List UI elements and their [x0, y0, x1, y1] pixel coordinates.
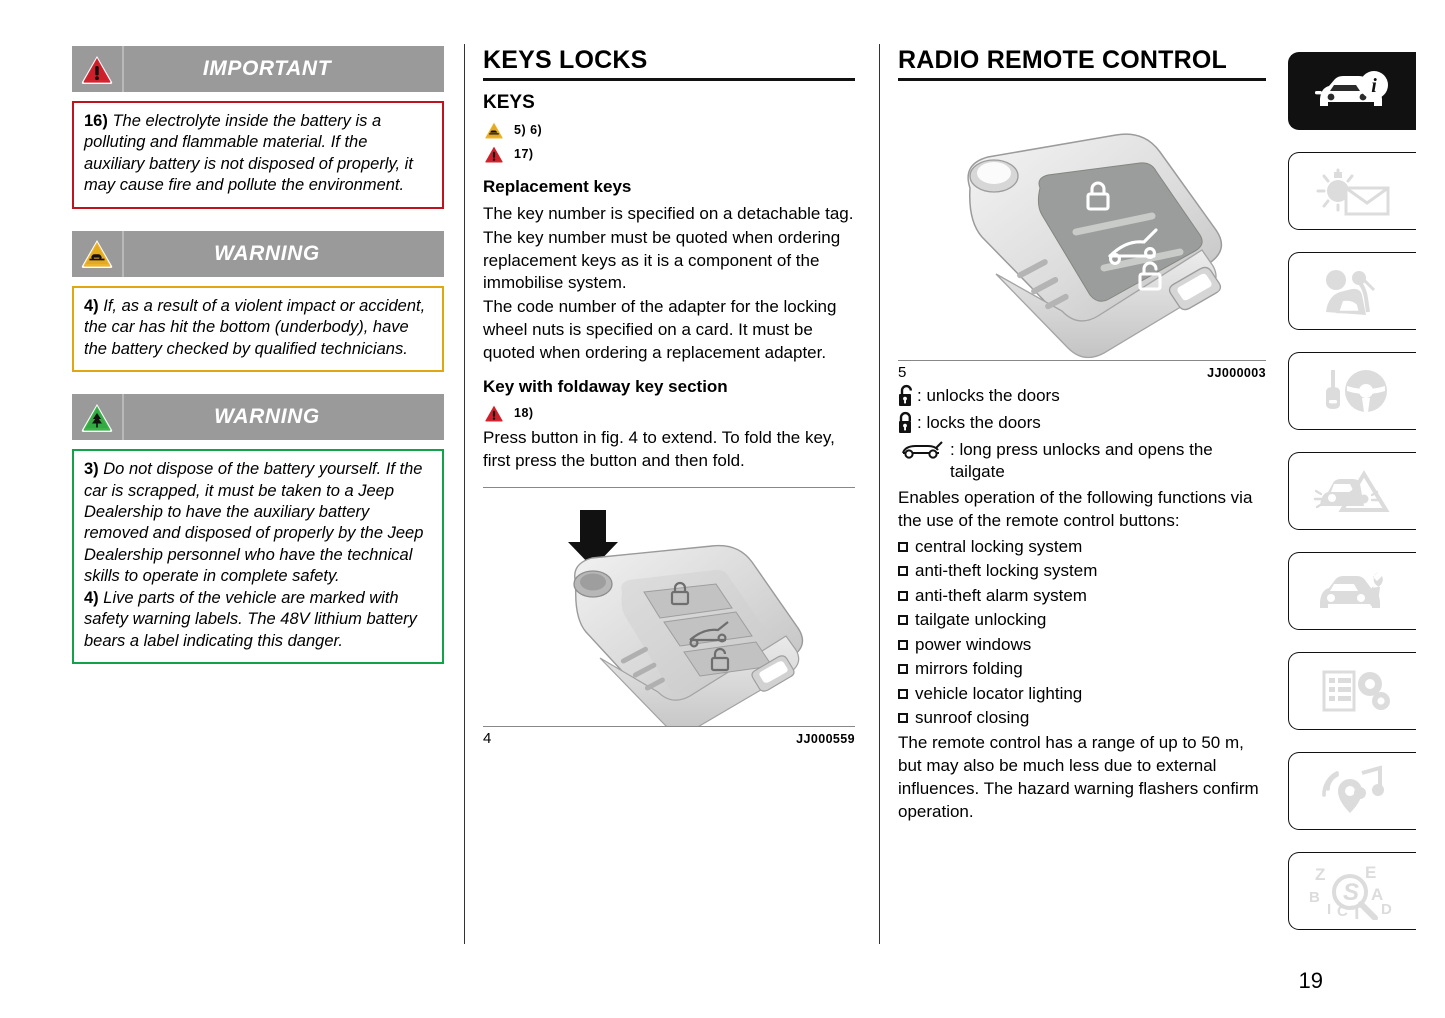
list-item-label: central locking system: [915, 536, 1083, 556]
music-signal-icon: [1312, 765, 1394, 817]
warning-reference-row: [483, 403, 855, 423]
square-bullet-icon: [898, 542, 908, 552]
square-bullet-icon: [898, 640, 908, 650]
sidebar-tab-dashboard-and-controls[interactable]: [1288, 52, 1416, 130]
warning-text: If, as a result of a violent impact or accident, the car has hit the bottom (underbody), have the battery checked by qualified technicians.: [84, 296, 426, 358]
page-title: KEYS LOCKS: [483, 46, 855, 81]
hazard-warning-triangle-car-icon: [1312, 466, 1394, 516]
paragraph: The remote control has a range of up to 50 m, but may also be much less due to external influences. The hazard warning flashers confirm operation.: [898, 733, 1259, 821]
list-item-label: anti-theft locking system: [915, 561, 1098, 581]
banner-title: WARNING: [214, 241, 320, 265]
svg-text:C: C: [1336, 903, 1348, 920]
warning-block-yellow: [72, 231, 444, 372]
list-item: [898, 682, 1266, 706]
car-info-icon: [1312, 69, 1394, 113]
column-divider-2: [879, 44, 880, 944]
square-bullet-icon: [898, 615, 908, 625]
square-bullet-icon: [898, 566, 908, 576]
banner-warning-green: [72, 394, 444, 440]
sidebar-tab-safety-devices-lights[interactable]: [1288, 152, 1416, 230]
page-number: 19: [1298, 968, 1323, 993]
list-item: [898, 559, 1266, 583]
banner-title: WARNING: [214, 405, 320, 429]
list-item: [898, 706, 1266, 730]
sidebar-tab-occupant-safety[interactable]: [1288, 252, 1416, 330]
warning-text-box: [72, 286, 444, 372]
figure-5: [898, 92, 1266, 381]
warning-ref: 16): [84, 112, 108, 130]
warning-ref: 4): [84, 296, 99, 315]
middle-column: [483, 46, 855, 747]
banner-important: [72, 46, 444, 92]
list-item: [898, 608, 1266, 632]
heading-replacement-keys: Replacement keys: [483, 177, 632, 196]
left-column: [72, 46, 444, 686]
list-item: [898, 584, 1266, 608]
legend-item: [898, 383, 1266, 408]
list-item-label: sunroof closing: [915, 708, 1030, 727]
warning-block-green: [72, 394, 444, 664]
unlock-padlock-icon: [898, 383, 915, 408]
warning-reference-numbers: 5) 6): [514, 123, 543, 137]
warning-reference-numbers: 17): [514, 147, 534, 161]
sun-envelope-icon: [1312, 166, 1394, 216]
legend-text: : locks the doors: [917, 413, 1041, 432]
warning-block-important: [72, 46, 444, 209]
red-triangle-exclamation-icon: [483, 144, 505, 164]
sidebar-tab-alphabetical-index[interactable]: [1288, 852, 1416, 930]
list-item-label: anti-theft alarm system: [915, 585, 1087, 605]
svg-text:Z: Z: [1314, 865, 1325, 884]
warning-reference-row: [483, 120, 855, 140]
warning-text-2: Live parts of the vehicle are marked with safety warning labels. The 48V lithium battery bears a label indicating this danger.: [84, 588, 417, 650]
warning-text: Do not dispose of the battery yourself. If the car is scrapped, it must be taken to a Jeep Dealership to have the auxiliary battery removed and disposed of properly by the Jeep Dealership personnel who have the technical skills to operate in complete safety.: [84, 460, 424, 586]
column-divider-1: [464, 44, 465, 944]
figure-number: 5: [898, 364, 907, 381]
svg-text:E: E: [1364, 863, 1376, 882]
magnifier-letters-icon: [1305, 862, 1401, 920]
sidebar-tab-maintenance-and-care[interactable]: [1288, 552, 1416, 630]
sidebar-tab-multimedia[interactable]: [1288, 752, 1416, 830]
list-item: [898, 657, 1266, 681]
figure-code: JJ000003: [1207, 366, 1266, 380]
figure-code: JJ000559: [796, 731, 855, 746]
heading-foldaway-key: Key with foldaway key section: [483, 377, 728, 397]
list-item-label: vehicle locator lighting: [915, 683, 1083, 703]
paragraph: The code number of the adapter for the locking wheel nuts is specified on a card. It must be quoted when ordering a replacement adapter.: [483, 297, 837, 362]
warning-text-box: [72, 101, 444, 209]
radio-remote-control-key-fob-illustration: [898, 92, 1266, 360]
square-bullet-icon: [898, 689, 908, 699]
yellow-triangle-car-skid-icon: [72, 231, 124, 277]
legend-text: : unlocks the doors: [917, 386, 1060, 405]
svg-text:T: T: [1350, 903, 1363, 920]
banner-warning-yellow: [72, 231, 444, 277]
square-bullet-icon: [898, 713, 908, 723]
subsection-title-keys: KEYS: [483, 92, 535, 113]
section-title-radio-remote-control: RADIO REMOTE CONTROL: [898, 46, 1266, 81]
warning-text: The electrolyte inside the battery is a polluting and flammable material. If the auxiliary battery is not disposed of properly, it may cause fire and pollute the environment.: [84, 112, 413, 195]
key-steering-wheel-icon: [1312, 366, 1394, 416]
list-item: [898, 633, 1266, 657]
banner-title: IMPORTANT: [202, 57, 332, 80]
sidebar-tab-starting-and-driving[interactable]: [1288, 352, 1416, 430]
warning-reference-numbers: 18): [514, 406, 534, 421]
paragraph: The key number is specified on a detachable tag.: [483, 204, 854, 223]
key-fob-foldaway-illustration: [483, 488, 855, 726]
warning-reference-row: [483, 144, 855, 164]
car-wrench-icon: [1312, 566, 1394, 616]
lock-padlock-icon: [898, 410, 915, 435]
list-gears-icon: [1312, 666, 1394, 716]
symbol-legend: [898, 383, 1266, 483]
paragraph: Enables operation of the following functions via the use of the remote control buttons:: [898, 488, 1253, 530]
list-item-label: tailgate unlocking: [915, 610, 1047, 630]
list-item-label: mirrors folding: [915, 659, 1023, 679]
right-column: [898, 46, 1266, 825]
paragraph: Press button in fig. 4 to extend. To fold the key, first press the button and then fold.: [483, 428, 835, 471]
warning-text-box: [72, 449, 444, 664]
red-triangle-exclamation-icon: [483, 403, 505, 423]
figure-caption: [483, 727, 855, 747]
square-bullet-icon: [898, 664, 908, 674]
green-triangle-tree-icon: [72, 394, 124, 440]
warning-ref: 3): [84, 460, 99, 479]
legend-item: [898, 410, 1266, 435]
svg-text:S: S: [1342, 879, 1359, 906]
functions-list: [898, 535, 1266, 731]
legend-text: : long press unlocks and opens the tailgate: [950, 440, 1213, 482]
figure-4: [483, 487, 855, 747]
square-bullet-icon: [898, 591, 908, 601]
figure-caption: [898, 361, 1266, 381]
sidebar-tab-technical-specifications[interactable]: [1288, 652, 1416, 730]
seatbelt-occupant-icon: [1312, 266, 1394, 316]
car-tailgate-open-icon: [898, 437, 948, 460]
svg-text:i: i: [1370, 75, 1377, 97]
yellow-triangle-car-skid-icon: [483, 120, 505, 140]
list-item: [898, 535, 1266, 559]
sidebar-tab-strip: [1288, 52, 1416, 952]
warning-ref-2: 4): [84, 588, 99, 607]
paragraph: The key number must be quoted when ordering replacement keys as it is a component of the immobilise system.: [483, 227, 841, 293]
sidebar-tab-emergency[interactable]: [1288, 452, 1416, 530]
legend-item: [898, 437, 1266, 483]
red-triangle-exclamation-icon: [72, 46, 124, 92]
svg-text:I: I: [1326, 901, 1331, 918]
svg-text:D: D: [1380, 901, 1392, 918]
svg-text:A: A: [1370, 885, 1383, 904]
list-item-label: power windows: [915, 634, 1032, 654]
svg-text:B: B: [1308, 889, 1320, 906]
figure-number: 4: [483, 729, 492, 747]
